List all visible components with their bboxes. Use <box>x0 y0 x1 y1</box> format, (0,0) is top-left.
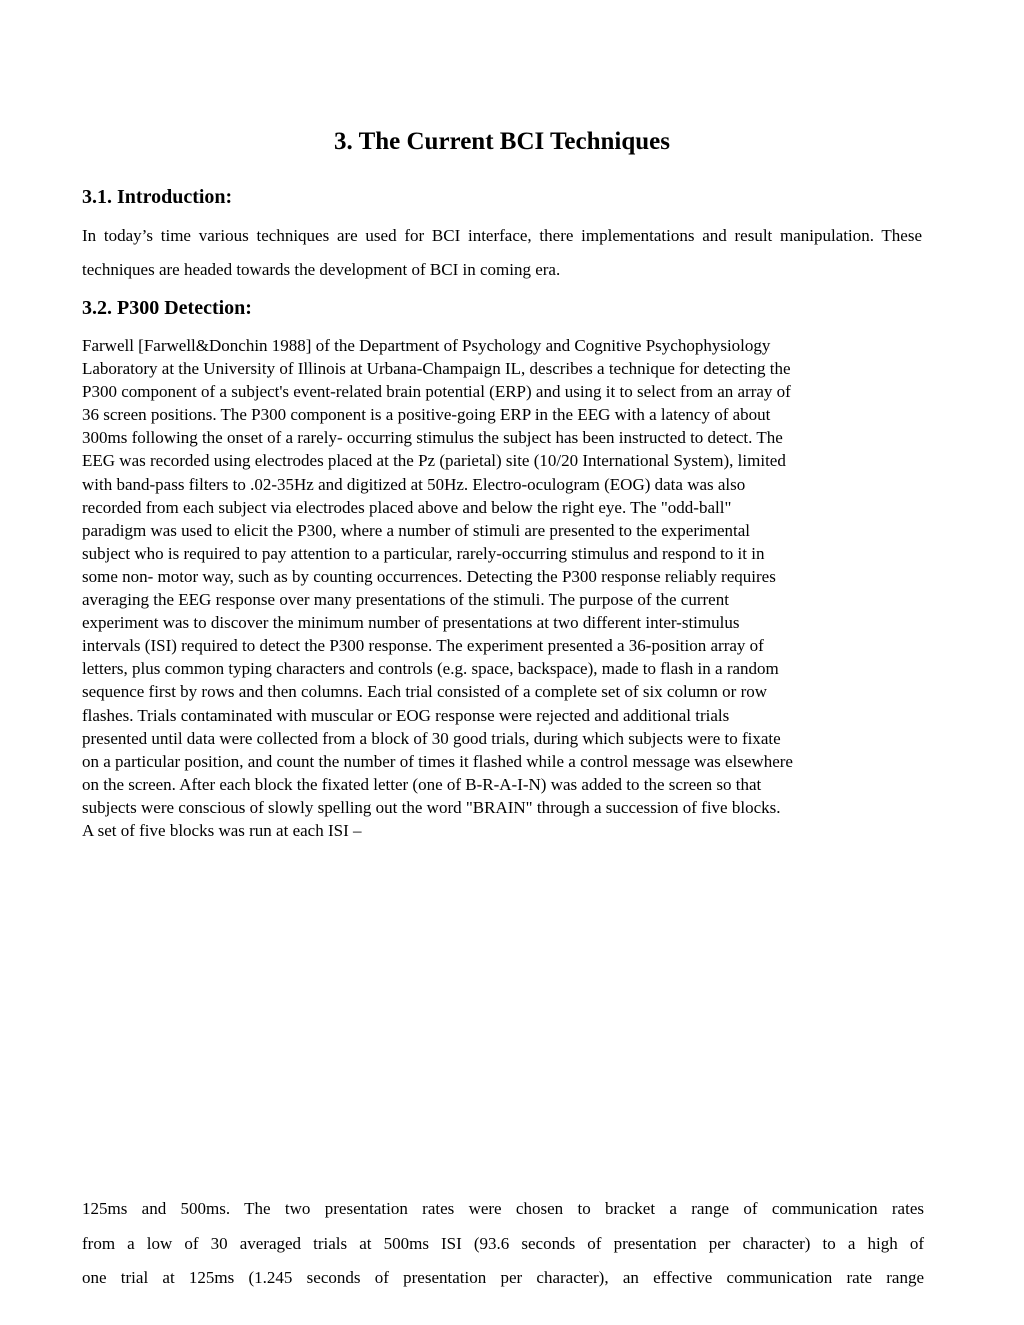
paragraph-line: on a particular position, and count the number of times it flashed while a control message was elsewhere <box>82 751 793 771</box>
paragraph-line: sequence first by rows and then columns. Each trial consisted of a complete set of six column or row <box>82 682 768 702</box>
paragraph-line: 36 screen positions. The P300 component is a positive-going ERP in the EEG with a latency of about <box>82 405 771 425</box>
paragraph-line: averaging the EEG response over many presentations of the stimuli. The purpose of the current <box>82 590 729 610</box>
paragraph-line: flashes. Trials contaminated with muscular or EOG response were rejected and additional trials <box>82 705 730 725</box>
paragraph-line: from a low of 30 averaged trials at 500ms ISI (93.6 seconds of presentation per character) to a high of <box>82 1233 924 1253</box>
paragraph-line: recorded from each subject via electrodes placed above and below the right eye. The "odd-ball" <box>82 497 732 517</box>
paragraph-line: with band-pass filters to .02-35Hz and digitized at 50Hz. Electro-oculogram (EOG) data was also <box>82 474 746 494</box>
paragraph-line: A set of five blocks was run at each ISI – <box>82 820 362 840</box>
paragraph-line: Laboratory at the University of Illinois at Urbana-Champaign IL, describes a technique for detecting the <box>82 359 791 379</box>
paragraph-line: experiment was to discover the minimum number of presentations at two different inter-stimulus <box>82 613 740 633</box>
paragraph-line: subjects were conscious of slowly spelling out the word "BRAIN" through a succession of five blocks. <box>82 797 781 817</box>
paragraph-line: Farwell [Farwell&Donchin 1988] of the Department of Psychology and Cognitive Psychophysiology <box>82 336 771 355</box>
paragraph-line: presented until data were collected from a block of 30 good trials, during which subjects were to fixate <box>82 728 781 748</box>
paragraph-line: letters, plus common typing characters and controls (e.g. space, backspace), made to flash in a random <box>82 659 779 679</box>
paragraph-line: subject who is required to pay attention to a particular, rarely-occurring stimulus and respond to it in <box>82 543 765 563</box>
paragraph-line: P300 component of a subject's event-related brain potential (ERP) and using it to select from an array of <box>82 382 791 402</box>
section-heading-introduction: 3.1. Introduction: <box>82 186 233 208</box>
paragraph-line: some non- motor way, such as by counting occurrences. Detecting the P300 response reliably requires <box>82 566 776 586</box>
paragraph-line: 300ms following the onset of a rarely- occurring stimulus the subject has been instructed to detect. The <box>82 428 783 448</box>
paragraph-line: EEG was recorded using electrodes placed at the Pz (parietal) site (10/20 International System), limited <box>82 451 786 471</box>
continuation-paragraph <box>82 1192 924 1296</box>
paragraph-line: intervals (ISI) required to detect the P300 response. The experiment presented a 36-position array of <box>82 636 764 656</box>
paragraph-line: paradigm was used to elicit the P300, where a number of stimuli are presented to the experimental <box>82 520 750 540</box>
section-heading-p300-detection: 3.2. P300 Detection: <box>82 297 252 319</box>
introduction-paragraph: In today’s time various techniques are used for BCI interface, there implementations and result manipulation. These techniques are headed towards the development of BCI in coming era. <box>82 226 922 279</box>
paragraph-line: 125ms and 500ms. The two presentation rates were chosen to bracket a range of communication rates <box>82 1199 924 1218</box>
paragraph-line: on the screen. After each block the fixated letter (one of B-R-A-I-N) was added to the screen so that <box>82 774 762 794</box>
p300-detection-paragraph <box>82 334 924 842</box>
chapter-title: 3. The Current BCI Techniques <box>334 128 670 155</box>
paragraph-line: one trial at 125ms (1.245 seconds of presentation per character), an effective communication rate range <box>82 1268 924 1287</box>
